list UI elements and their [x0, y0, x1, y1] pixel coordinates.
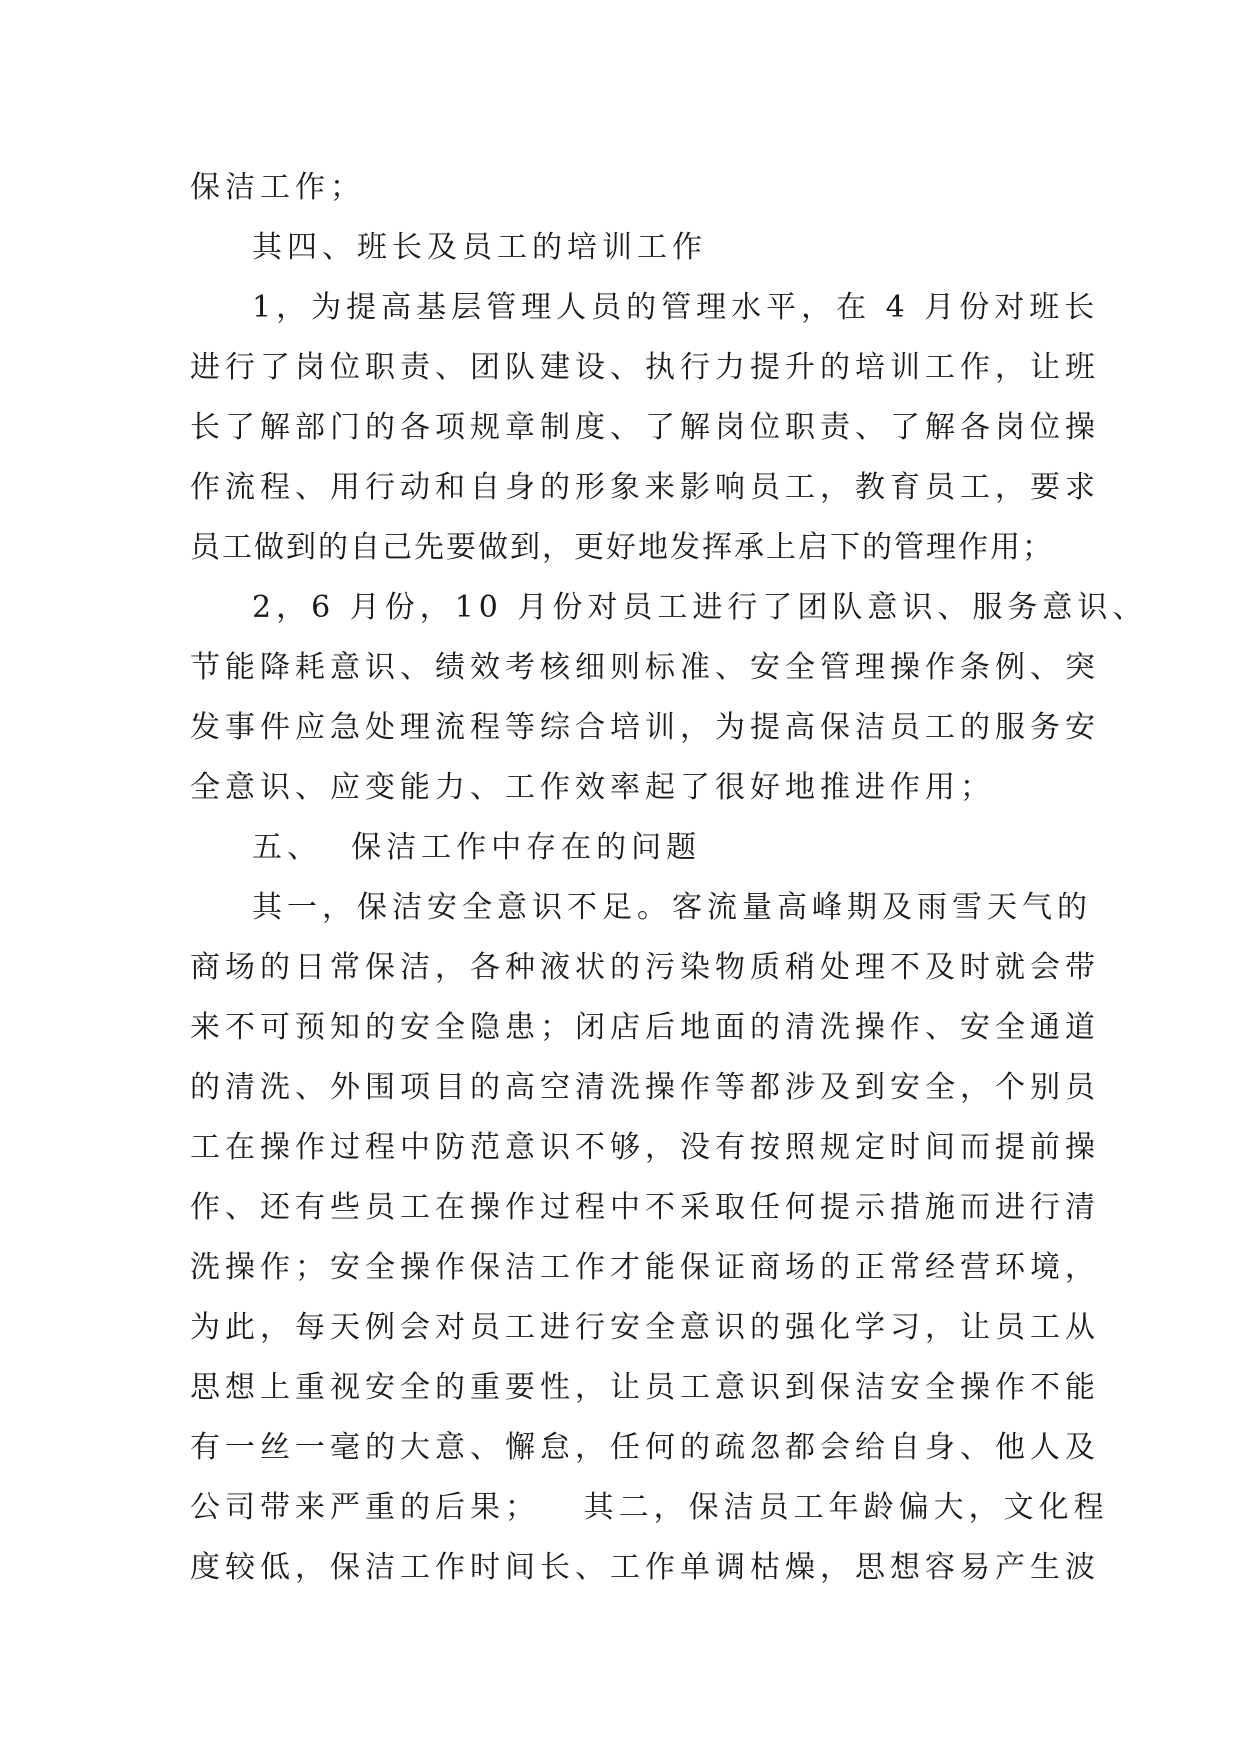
text-line: 的清洗、外围项目的高空清洗操作等都涉及到安全，个别员 — [190, 1070, 1100, 1105]
section-heading: 五、 保洁工作中存在的问题 — [252, 830, 702, 865]
section-heading: 其四、班长及员工的培训工作 — [252, 230, 707, 265]
text-line: 发事件应急处理流程等综合培训，为提高保洁员工的服务安 — [190, 710, 1100, 745]
text-line: 全意识、应变能力、工作效率起了很好地推进作用； — [190, 770, 995, 805]
text-line: 商场的日常保洁，各种液状的污染物质稍处理不及时就会带 — [190, 950, 1100, 985]
text-line: 为此，每天例会对员工进行安全意识的强化学习，让员工从 — [190, 1310, 1100, 1345]
text-line: 员工做到的自己先要做到，更好地发挥承上启下的管理作用； — [190, 530, 1054, 565]
text-line: 思想上重视安全的重要性，让员工意识到保洁安全操作不能 — [190, 1370, 1100, 1405]
text-line: 来不可预知的安全隐患；闭店后地面的清洗操作、安全通道 — [190, 1010, 1100, 1045]
text-line: 其一，保洁安全意识不足。客流量高峰期及雨雪天气的 — [252, 890, 1092, 925]
text-line: 作、还有些员工在操作过程中不采取任何提示措施而进行清 — [190, 1190, 1100, 1225]
text-line: 长了解部门的各项规章制度、了解岗位职责、了解各岗位操 — [190, 410, 1100, 445]
text-line: 工在操作过程中防范意识不够，没有按照规定时间而提前操 — [190, 1130, 1100, 1165]
text-line: 1，为提高基层管理人员的管理水平，在 4 月份对班长 — [252, 290, 1100, 325]
text-line: 2，6 月份，10 月份对员工进行了团队意识、服务意识、 — [252, 590, 1148, 625]
text-line: 洗操作；安全操作保洁工作才能保证商场的正常经营环境， — [190, 1250, 1100, 1285]
text-line: 作流程、用行动和自身的形象来影响员工，教育员工，要求 — [190, 470, 1100, 505]
text-line: 公司带来严重的后果； 其二，保洁员工年龄偏大，文化程 — [190, 1490, 1109, 1525]
text-line: 度较低，保洁工作时间长、工作单调枯燥，思想容易产生波 — [190, 1550, 1100, 1585]
text-line: 保洁工作； — [190, 170, 365, 205]
document-body — [190, 158, 1148, 1598]
text-line: 进行了岗位职责、团队建设、执行力提升的培训工作，让班 — [190, 350, 1100, 385]
text-line: 有一丝一毫的大意、懈怠，任何的疏忽都会给自身、他人及 — [190, 1430, 1100, 1465]
text-line: 节能降耗意识、绩效考核细则标准、安全管理操作条例、突 — [190, 650, 1100, 685]
